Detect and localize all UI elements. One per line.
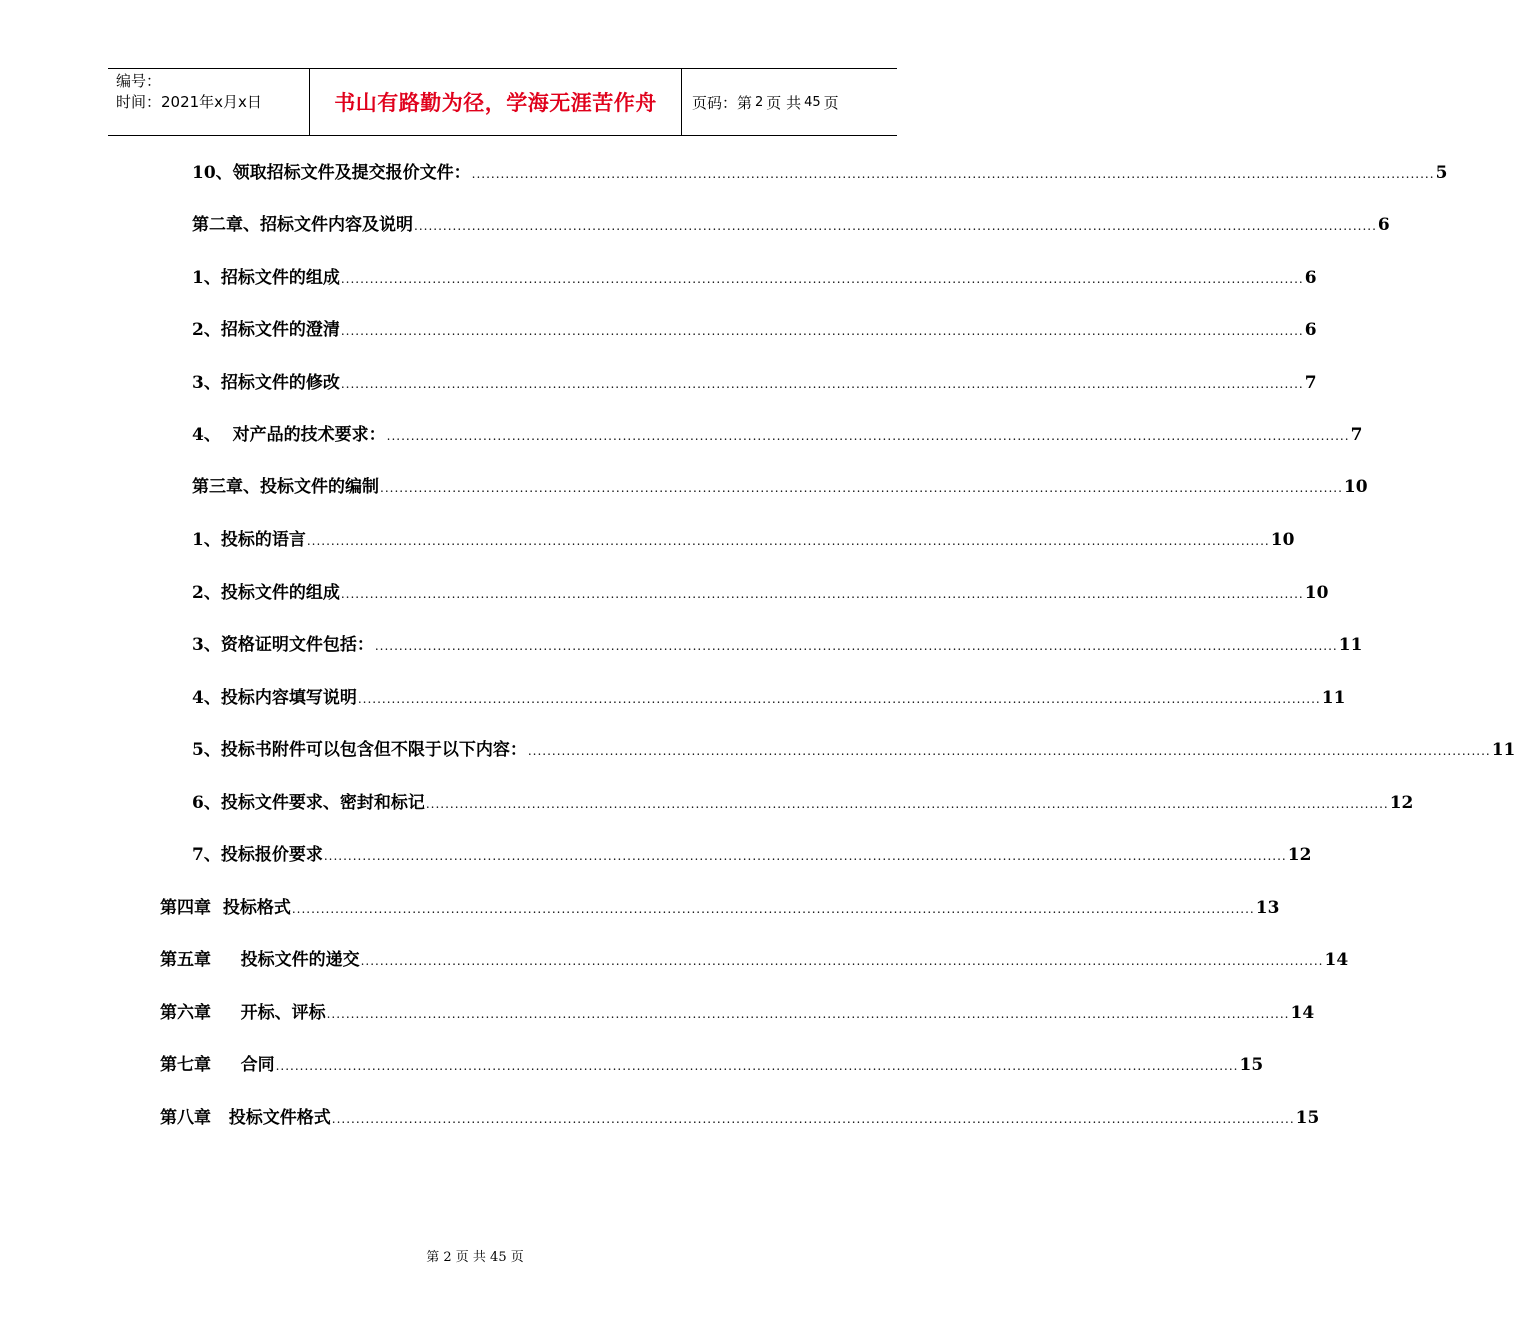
toc-entry-page: 7: [1304, 373, 1317, 393]
toc-entry[interactable]: [192, 527, 1295, 553]
toc-entry-page: 10: [1270, 530, 1295, 550]
toc-entry[interactable]: [160, 947, 1349, 973]
toc-entry-page: 14: [1290, 1003, 1315, 1023]
toc-dot-leader: ........................................................................................................................................................................................................: [331, 1112, 1295, 1126]
toc-entry[interactable]: [192, 212, 1390, 238]
toc-dot-leader: ........................................................................................................................................................................................................: [386, 429, 1350, 443]
toc-entry-label: 3、招标文件的修改: [192, 373, 340, 393]
document-number-label: 编号：: [116, 72, 162, 90]
toc-entry[interactable]: [160, 1000, 1315, 1026]
toc-entry[interactable]: [192, 790, 1414, 816]
toc-dot-leader: ........................................................................................................................................................................................................: [357, 692, 1321, 706]
toc-entry-label: 10、领取招标文件及提交报价文件：: [192, 163, 471, 183]
toc-entry-label: 1、招标文件的组成: [192, 268, 340, 288]
toc-entry[interactable]: [192, 317, 1317, 343]
page-suffix: 页: [823, 93, 839, 112]
toc-entry-page: 11: [1321, 688, 1346, 708]
toc-dot-leader: ........................................................................................................................................................................................................: [414, 219, 1377, 233]
toc-entry[interactable]: [192, 160, 1448, 186]
toc-entry-page: 6: [1304, 320, 1317, 340]
toc-entry-label: 第七章 合同: [160, 1055, 275, 1075]
toc-entry-label: 第六章 开标、评标: [160, 1003, 326, 1023]
toc-entry-page: 13: [1255, 898, 1280, 918]
toc-entry-label: 5、投标书附件可以包含但不限于以下内容：: [192, 740, 527, 760]
toc-entry-label: 2、招标文件的澄清: [192, 320, 340, 340]
toc-entry[interactable]: [192, 370, 1317, 396]
toc-entry[interactable]: [192, 265, 1317, 291]
page-header: [108, 68, 897, 136]
toc-entry-page: 12: [1389, 793, 1414, 813]
toc-entry[interactable]: [160, 1105, 1320, 1131]
toc-entry-page: 10: [1343, 477, 1368, 497]
toc-entry-page: 7: [1350, 425, 1363, 445]
toc-entry-page: 15: [1239, 1055, 1264, 1075]
toc-dot-leader: ........................................................................................................................................................................................................: [275, 1059, 1239, 1073]
toc-entry-page: 5: [1435, 163, 1448, 183]
toc-entry-label: 第三章、投标文件的编制: [192, 477, 379, 497]
toc-entry[interactable]: [192, 422, 1363, 448]
toc-entry[interactable]: [192, 632, 1363, 658]
toc-entry-label: 2、投标文件的组成: [192, 583, 340, 603]
toc-entry-label: 3、资格证明文件包括：: [192, 635, 374, 655]
page-footer: 第 2 页 共 45 页: [426, 1250, 524, 1265]
document-time: 时间：2021年x月x日: [116, 93, 262, 111]
toc-entry-page: 11: [1338, 635, 1363, 655]
toc-entry-page: 10: [1304, 583, 1329, 603]
toc-entry[interactable]: [192, 737, 1515, 763]
toc-dot-leader: ........................................................................................................................................................................................................: [360, 954, 1324, 968]
toc-entry[interactable]: [160, 895, 1280, 921]
toc-dot-leader: ........................................................................................................................................................................................................: [380, 481, 1343, 495]
toc-dot-leader: ........................................................................................................................................................................................................: [340, 324, 1304, 338]
toc-entry-label: 6、投标文件要求、密封和标记: [192, 793, 425, 813]
toc-entry-page: 14: [1324, 950, 1349, 970]
toc-dot-leader: ........................................................................................................................................................................................................: [471, 167, 1435, 181]
toc-entry-page: 15: [1295, 1108, 1320, 1128]
toc-dot-leader: ........................................................................................................................................................................................................: [340, 272, 1304, 286]
toc-entry-label: 第四章 投标格式: [160, 898, 291, 918]
toc-dot-leader: ........................................................................................................................................................................................................: [306, 534, 1270, 548]
page-prefix: 页码：第: [692, 93, 753, 112]
header-motto: 书山有路勤为径，学海无涯苦作舟: [310, 69, 682, 135]
page-mid: 页 共: [766, 93, 802, 112]
toc-dot-leader: ........................................................................................................................................................................................................: [425, 797, 1389, 811]
toc-dot-leader: ........................................................................................................................................................................................................: [340, 587, 1304, 601]
toc-entry[interactable]: [192, 685, 1346, 711]
toc-entry-label: 4、 对产品的技术要求：: [192, 425, 386, 445]
toc-entry-label: 第五章 投标文件的递交: [160, 950, 360, 970]
toc-dot-leader: ........................................................................................................................................................................................................: [326, 1007, 1290, 1021]
toc-entry-page: 12: [1287, 845, 1312, 865]
toc-dot-leader: ........................................................................................................................................................................................................: [291, 902, 1255, 916]
header-meta: [108, 69, 310, 135]
header-page-info: [682, 69, 897, 135]
toc-dot-leader: ........................................................................................................................................................................................................: [527, 744, 1491, 758]
toc-entry-page: 11: [1491, 740, 1515, 760]
toc-dot-leader: ........................................................................................................................................................................................................: [374, 639, 1338, 653]
toc-dot-leader: ........................................................................................................................................................................................................: [323, 849, 1287, 863]
toc-entry[interactable]: [160, 1052, 1264, 1078]
toc-entry-label: 第二章、招标文件内容及说明: [192, 215, 413, 235]
toc-entry-page: 6: [1304, 268, 1317, 288]
toc-entry-page: 6: [1377, 215, 1390, 235]
toc-entry[interactable]: [192, 474, 1368, 500]
toc-dot-leader: ........................................................................................................................................................................................................: [340, 377, 1304, 391]
page-total: 45: [804, 94, 821, 110]
toc-entry-label: 4、投标内容填写说明: [192, 688, 357, 708]
page-current: 2: [755, 94, 764, 110]
toc-entry[interactable]: [192, 842, 1312, 868]
toc-entry-label: 第八章 投标文件格式: [160, 1108, 331, 1128]
toc-entry-label: 7、投标报价要求: [192, 845, 323, 865]
toc-entry[interactable]: [192, 580, 1329, 606]
toc-entry-label: 1、投标的语言: [192, 530, 306, 550]
